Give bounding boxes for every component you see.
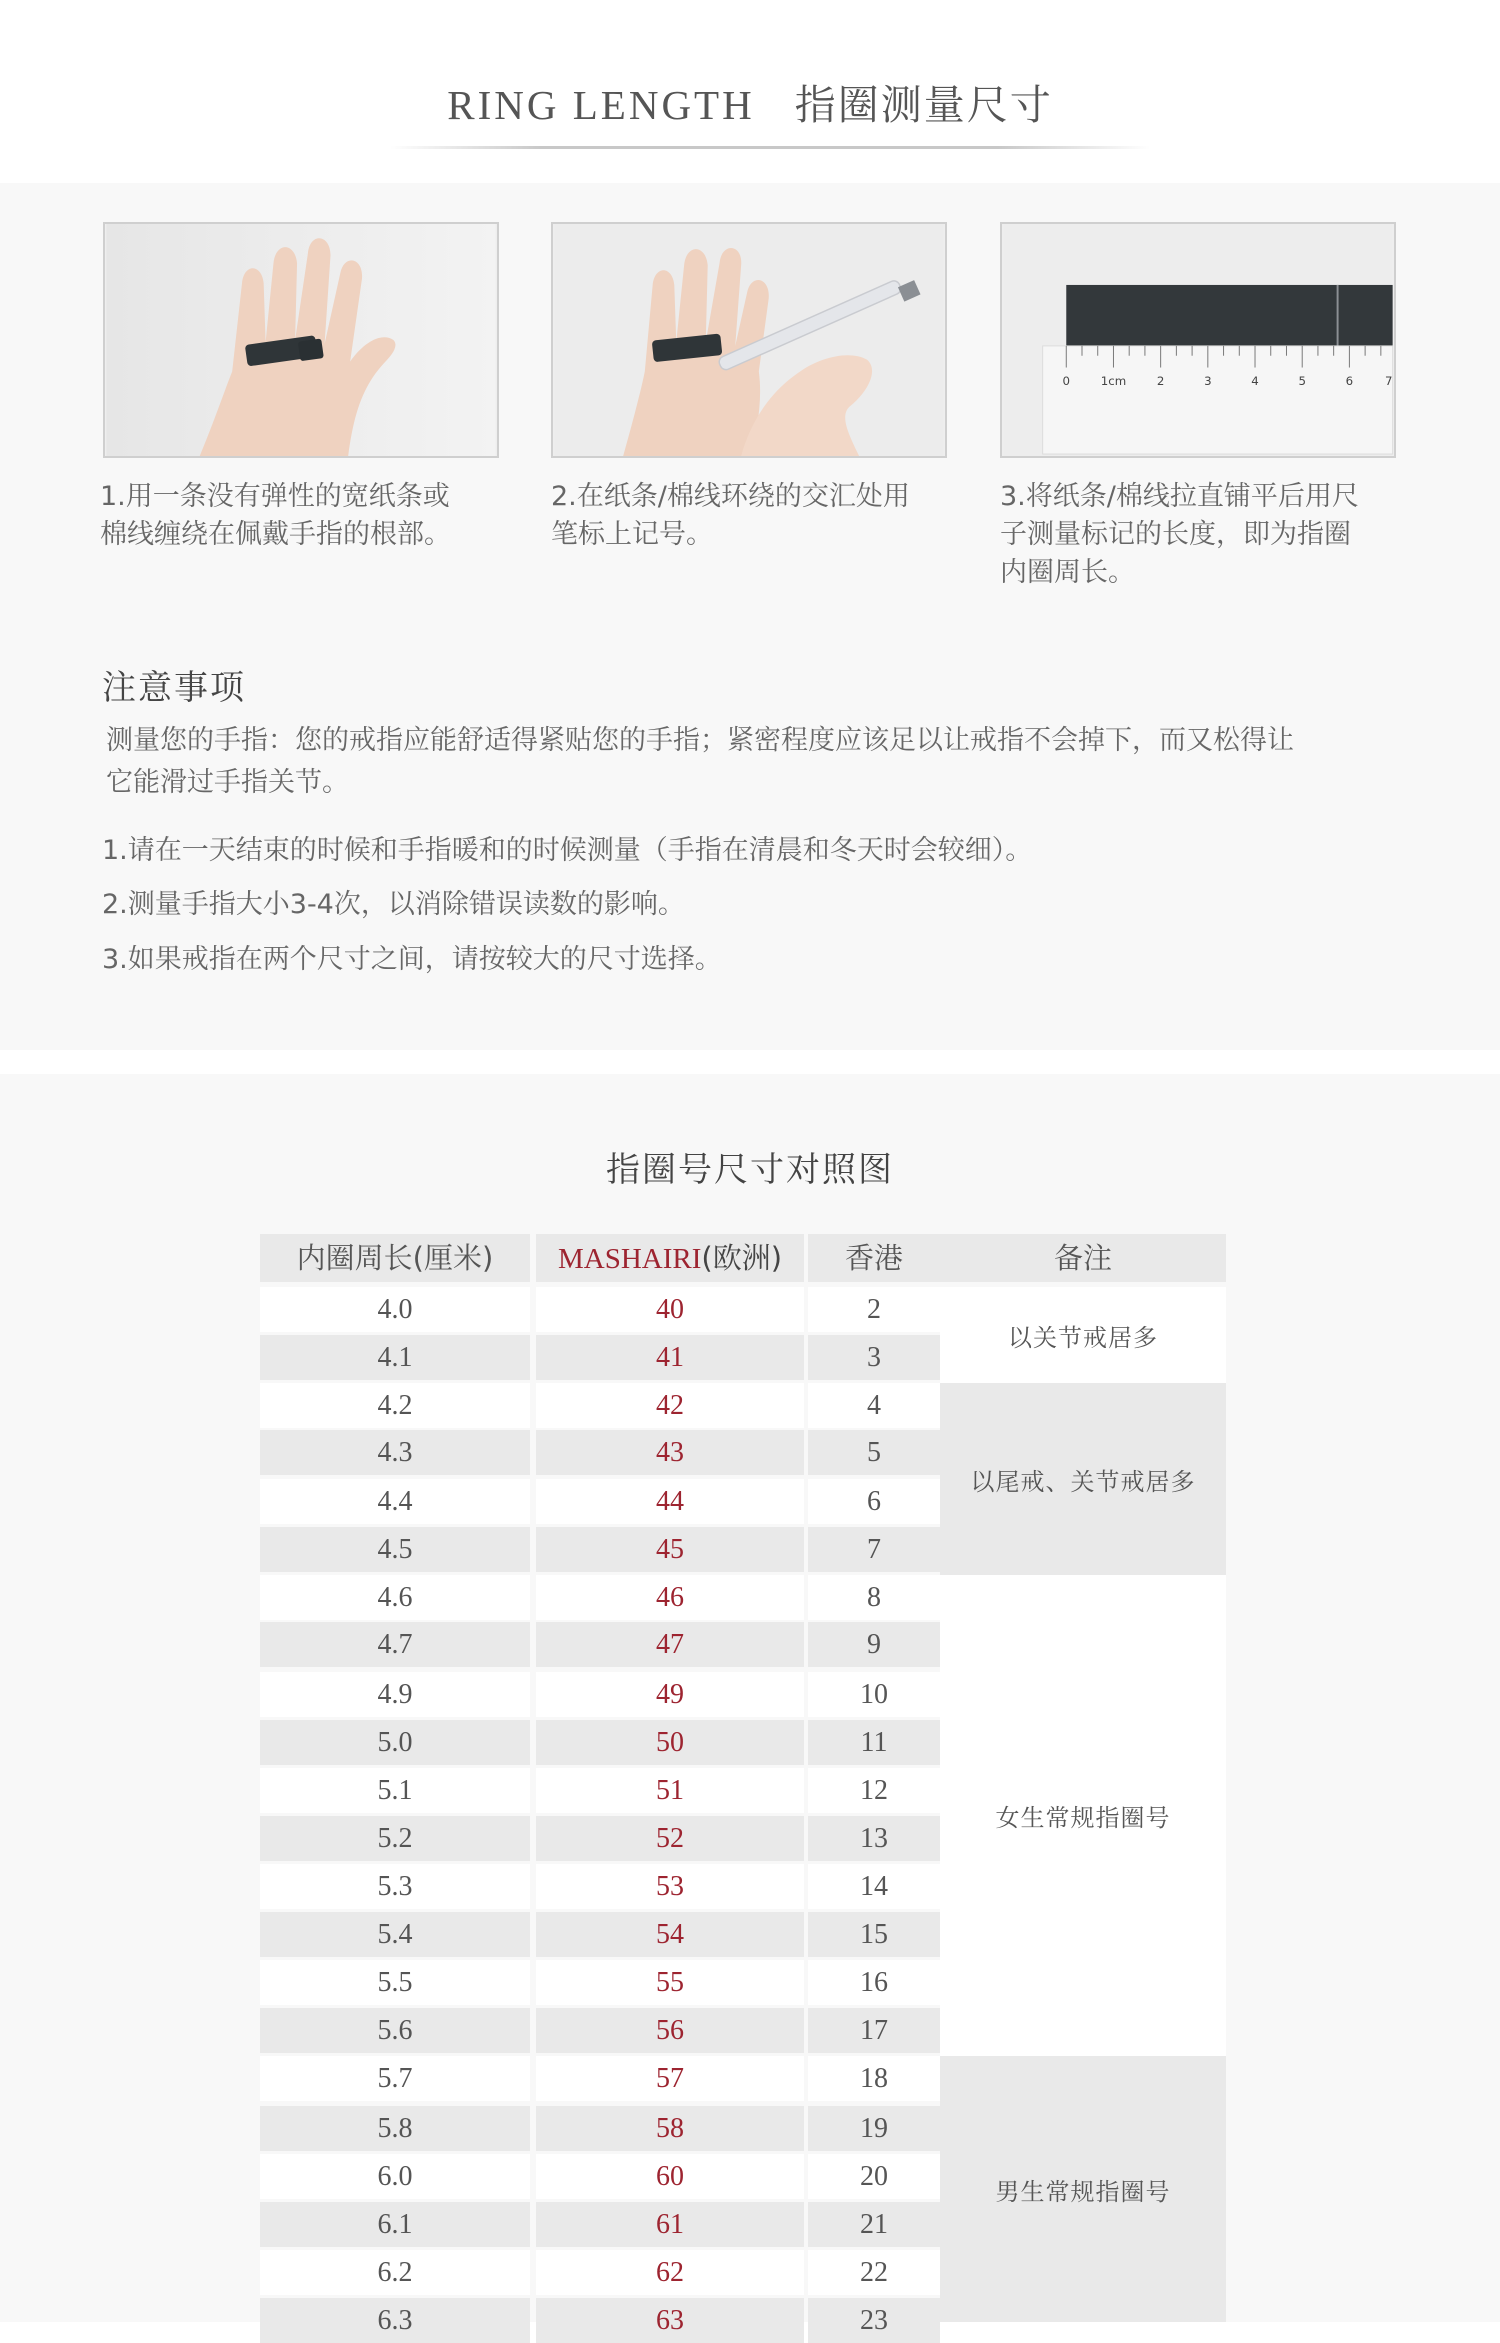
cell-circumference: 6.2: [260, 2250, 530, 2295]
cell-hk-size: 10: [808, 1672, 940, 1717]
step-3-caption: [1000, 478, 1410, 592]
caption-line: 内圈周长。: [1000, 557, 1135, 588]
caption-line: 棉线缠绕在佩戴手指的根部。: [100, 519, 451, 550]
cell-hk-size: 8: [808, 1575, 940, 1620]
cell-brand-size: 58: [536, 2106, 804, 2151]
cell-brand-size: 41: [536, 1335, 804, 1380]
cell-circumference: 4.2: [260, 1383, 530, 1428]
note-item-3: 3.如果戒指在两个尺寸之间，请按较大的尺寸选择。: [102, 944, 722, 975]
cell-hk-size: 3: [808, 1335, 940, 1380]
cell-hk-size: 4: [808, 1383, 940, 1428]
caption-line: 3.将纸条/棉线拉直铺平后用尺: [1000, 481, 1359, 512]
step-3-photo: [1000, 222, 1396, 458]
ruler-label: 1cm: [1100, 374, 1127, 389]
cell-circumference: 4.7: [260, 1622, 530, 1667]
cell-brand-size: 44: [536, 1479, 804, 1524]
ruler-measuring-icon: [1002, 224, 1394, 456]
caption-line: 笔标上记号。: [551, 519, 713, 550]
cell-brand-size: 54: [536, 1912, 804, 1957]
cell-circumference: 5.7: [260, 2056, 530, 2101]
step-2-caption: [551, 478, 961, 554]
section-gap: [0, 1050, 1500, 1074]
cell-circumference: 5.8: [260, 2106, 530, 2151]
cell-hk-size: 21: [808, 2202, 940, 2247]
hand-marking-pen-icon: [553, 224, 945, 456]
remark-cell: 以尾戒、关节戒居多: [940, 1383, 1226, 1575]
cell-hk-size: 5: [808, 1430, 940, 1475]
cell-hk-size: 11: [808, 1720, 940, 1765]
cell-circumference: 4.0: [260, 1287, 530, 1332]
note-item-2: 2.测量手指大小3-4次，以消除错误读数的影响。: [102, 889, 685, 920]
ruler-label: 6: [1345, 374, 1354, 389]
cell-circumference: 4.1: [260, 1335, 530, 1380]
cell-circumference: 5.1: [260, 1768, 530, 1813]
cell-brand-size: 52: [536, 1816, 804, 1861]
cell-brand-size: 43: [536, 1430, 804, 1475]
cell-hk-size: 12: [808, 1768, 940, 1813]
cell-hk-size: 17: [808, 2008, 940, 2053]
cell-hk-size: 2: [808, 1287, 940, 1332]
cell-brand-size: 63: [536, 2298, 804, 2343]
cell-brand-size: 49: [536, 1672, 804, 1717]
cell-circumference: 5.3: [260, 1864, 530, 1909]
ruler-label: 0: [1062, 374, 1071, 389]
cell-circumference: 5.0: [260, 1720, 530, 1765]
caption-line: 1.用一条没有弹性的宽纸条或: [100, 481, 450, 512]
step-1-photo: [103, 222, 499, 458]
cell-hk-size: 20: [808, 2154, 940, 2199]
cell-circumference: 4.9: [260, 1672, 530, 1717]
notes-intro-line: 测量您的手指：您的戒指应能舒适得紧贴您的手指；紧密程度应该足以让戒指不会掉下，而又松得让: [106, 725, 1294, 756]
cell-hk-size: 9: [808, 1622, 940, 1667]
ruler-label: 5: [1298, 374, 1306, 389]
ruler-label: 3: [1204, 374, 1212, 389]
hand-with-paper-strip-icon: [105, 224, 497, 456]
note-item-1: 1.请在一天结束的时候和手指暖和的时候测量（手指在清晨和冬天时会较细）。: [102, 835, 1033, 866]
cell-brand-size: 55: [536, 1960, 804, 2005]
notes-heading: 注意事项: [102, 668, 246, 708]
cell-brand-size: 46: [536, 1575, 804, 1620]
header-brand: [536, 1234, 804, 1282]
cell-circumference: 5.2: [260, 1816, 530, 1861]
cell-hk-size: 7: [808, 1527, 940, 1572]
cell-circumference: 4.5: [260, 1527, 530, 1572]
header-brand-name: MASHAIRI: [557, 1243, 702, 1275]
page-title-english: RING LENGTH: [447, 82, 755, 128]
cell-circumference: 5.4: [260, 1912, 530, 1957]
cell-brand-size: 47: [536, 1622, 804, 1667]
header-circumference: 内圈周长(厘米): [260, 1234, 530, 1282]
cell-brand-size: 45: [536, 1527, 804, 1572]
caption-line: 2.在纸条/棉线环绕的交汇处用: [551, 481, 910, 512]
cell-brand-size: 53: [536, 1864, 804, 1909]
cell-hk-size: 23: [808, 2298, 940, 2343]
cell-circumference: 5.5: [260, 1960, 530, 2005]
cell-hk-size: 22: [808, 2250, 940, 2295]
notes-intro-line: 它能滑过手指关节。: [106, 767, 349, 798]
cell-circumference: 4.3: [260, 1430, 530, 1475]
cell-brand-size: 42: [536, 1383, 804, 1428]
header-remarks: 备注: [940, 1234, 1226, 1282]
remark-cell: 男生常规指圈号: [940, 2056, 1226, 2322]
cell-circumference: 4.4: [260, 1479, 530, 1524]
notes-intro: [106, 720, 1406, 804]
cell-circumference: 6.3: [260, 2298, 530, 2343]
step-2-photo: [551, 222, 947, 458]
remark-cell: 以关节戒居多: [940, 1287, 1226, 1383]
cell-brand-size: 51: [536, 1768, 804, 1813]
cell-hk-size: 6: [808, 1479, 940, 1524]
remark-cell: 女生常规指圈号: [940, 1575, 1226, 2056]
caption-line: 子测量标记的长度，即为指圈: [1000, 519, 1351, 550]
header-hk: 香港: [808, 1234, 940, 1282]
cell-hk-size: 14: [808, 1864, 940, 1909]
cell-brand-size: 57: [536, 2056, 804, 2101]
cell-brand-size: 60: [536, 2154, 804, 2199]
title-divider: [390, 146, 1150, 149]
ruler-label: 4: [1251, 374, 1259, 389]
cell-brand-size: 40: [536, 1287, 804, 1332]
page-title: [0, 72, 1500, 131]
cell-hk-size: 13: [808, 1816, 940, 1861]
size-chart-title: 指圈号尺寸对照图: [606, 1150, 894, 1190]
cell-brand-size: 62: [536, 2250, 804, 2295]
header-brand-suffix: (欧洲): [701, 1241, 783, 1275]
cell-hk-size: 16: [808, 1960, 940, 2005]
cell-hk-size: 19: [808, 2106, 940, 2151]
cell-hk-size: 15: [808, 1912, 940, 1957]
cell-hk-size: 18: [808, 2056, 940, 2101]
cell-circumference: 6.0: [260, 2154, 530, 2199]
page-title-chinese: 指圈测量尺寸: [794, 81, 1053, 129]
ruler-label: 2: [1156, 374, 1165, 389]
cell-brand-size: 56: [536, 2008, 804, 2053]
cell-circumference: 6.1: [260, 2202, 530, 2247]
cell-circumference: 4.6: [260, 1575, 530, 1620]
step-1-caption: [100, 478, 510, 554]
ruler-label: 7: [1384, 374, 1393, 389]
cell-brand-size: 50: [536, 1720, 804, 1765]
cell-circumference: 5.6: [260, 2008, 530, 2053]
cell-brand-size: 61: [536, 2202, 804, 2247]
